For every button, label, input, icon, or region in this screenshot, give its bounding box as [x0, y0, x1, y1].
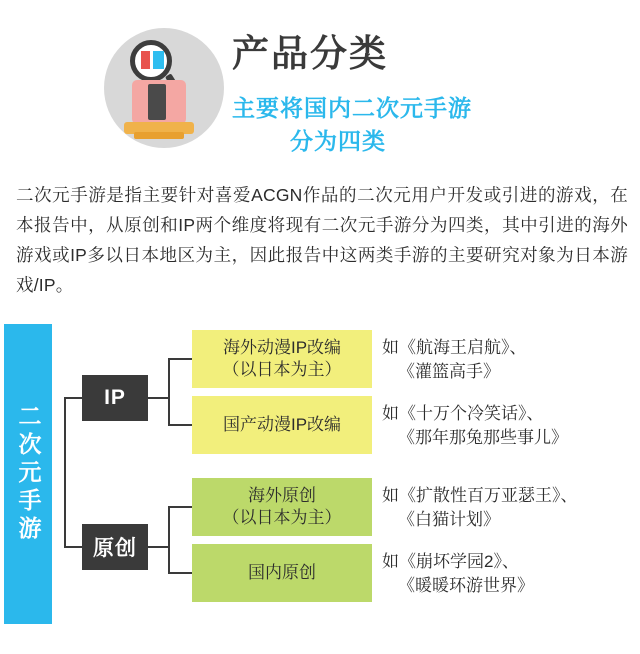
diagram-root-label: 二次元手游: [15, 404, 42, 544]
leaf-node-domestic-original: [192, 544, 372, 602]
product-box-shadow-icon: [148, 84, 166, 120]
leaf-label-line1: 国产动漫IP改编: [222, 414, 342, 434]
example-line1: 如《十万个冷笑话》、: [382, 404, 544, 423]
connector-ip-stem: [148, 397, 170, 399]
connector-ip-leaf2: [168, 424, 192, 426]
branch-node-ip: [82, 375, 148, 421]
example-line2: 《暖暖环游世界》: [398, 575, 534, 595]
leaf-label-line2: （以日本为主）: [222, 508, 342, 527]
product-badge: [104, 28, 224, 148]
connector-ip-vertical: [168, 359, 170, 425]
leaf-label-line1: 海外原创: [248, 485, 316, 505]
example-overseas-anime-ip: [382, 336, 632, 384]
connector-original-vertical: [168, 507, 170, 573]
leaf-label-line2: （以日本为主）: [222, 360, 342, 379]
intro-paragraph: 二次元手游是指主要针对喜爱ACGN作品的二次元用户开发或引进的游戏，在本报告中，从原创和IP两个维度将现有二次元手游分为四类，其中引进的海外游戏或IP多以日本地区为主，因此报告中这两类手游的主要研究对象为日本游戏/IP。: [16, 185, 628, 296]
connector-original-leaf1: [168, 506, 192, 508]
header-section: [0, 0, 640, 172]
branch-node-original: [82, 524, 148, 570]
example-line1: 如《崩坏学园2》、: [382, 552, 519, 571]
branch-label-ip: IP: [104, 386, 126, 409]
diagram-root-node: [4, 324, 52, 624]
magnifier-product-icon: [104, 28, 224, 148]
example-domestic-anime-ip: [382, 402, 632, 450]
footer-spacer: [0, 646, 640, 654]
connector-ip-leaf1: [168, 358, 192, 360]
leaf-label-line1: 海外动漫IP改编: [222, 337, 342, 357]
leaf-label-line1: 国内原创: [248, 562, 316, 582]
page-title: 产品分类: [232, 33, 388, 74]
example-line2: 《白猫计划》: [398, 509, 500, 529]
connector-root-to-ip: [64, 397, 82, 399]
connector-root-vertical: [64, 398, 66, 547]
branch-label-original: 原创: [93, 537, 137, 560]
example-line2: 《那年那兔那些事儿》: [398, 427, 568, 447]
classification-diagram: [0, 308, 640, 638]
example-domestic-original: [382, 550, 632, 598]
connector-original-leaf2: [168, 572, 192, 574]
example-line1: 如《扩散性百万亚瑟王》、: [382, 486, 578, 505]
product-base-shadow-icon: [134, 132, 184, 139]
connector-root-to-original: [64, 546, 82, 548]
leaf-node-domestic-anime-ip: [192, 396, 372, 454]
example-line1: 如《航海王启航》、: [382, 338, 527, 357]
leaf-node-overseas-anime-ip: [192, 330, 372, 388]
connector-original-stem: [148, 546, 170, 548]
page-subtitle-line2: 分为四类: [290, 128, 386, 155]
example-line2: 《灌篮高手》: [398, 361, 500, 381]
page-subtitle-line1: 主要将国内二次元手游: [232, 95, 472, 121]
page-subtitle: [232, 92, 472, 159]
leaf-node-overseas-original: [192, 478, 372, 536]
example-overseas-original: [382, 484, 632, 532]
